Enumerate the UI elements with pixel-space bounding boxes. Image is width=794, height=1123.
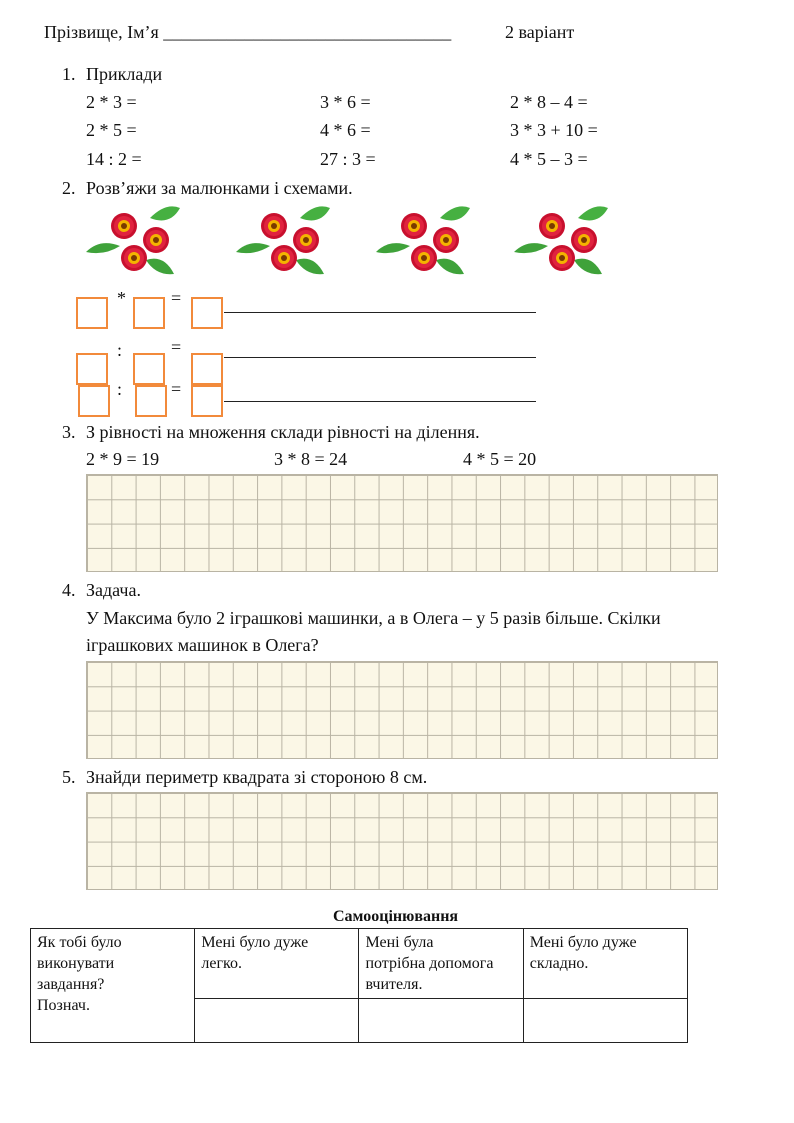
answer-box[interactable] (133, 353, 165, 385)
mark-cell-help[interactable] (359, 999, 523, 1043)
option-easy: Мені було дуже легко. (195, 929, 359, 999)
task1-number: 1. (62, 64, 76, 84)
operator: = (171, 337, 182, 357)
example: 2 * 8 – 4 = (510, 92, 588, 112)
option-help: Мені була потрібна допомога вчителя. (359, 929, 523, 999)
answer-box[interactable] (191, 353, 223, 385)
answer-box[interactable] (133, 297, 165, 329)
example: 27 : 3 = (320, 149, 376, 169)
operator: = (171, 379, 182, 399)
option-hard: Мені було дуже складно. (523, 929, 687, 999)
equation: 4 * 5 = 20 (463, 449, 537, 469)
task2-title: Розв’яжи за малюнками і схемами. (86, 178, 353, 198)
task1-title: Приклади (86, 64, 163, 84)
variant-label: 2 варіант (505, 22, 575, 42)
example: 4 * 5 – 3 = (510, 149, 588, 169)
task4-number: 4. (62, 580, 76, 600)
task5-number: 5. (62, 767, 76, 787)
mark-cell-hard[interactable] (523, 999, 687, 1043)
answer-box[interactable] (78, 385, 110, 417)
answer-box[interactable] (191, 297, 223, 329)
equation: 3 * 8 = 24 (274, 449, 348, 469)
self-assessment-table (30, 928, 688, 1043)
answer-box[interactable] (76, 353, 108, 385)
question-cell: Як тобі було виконувати завдання? Познач. (31, 929, 195, 1043)
answer-box[interactable] (191, 385, 223, 417)
example: 3 * 6 = (320, 92, 371, 112)
flower-bouquet-image (370, 202, 474, 280)
answer-grid[interactable] (86, 661, 718, 759)
task4-title: Задача. (86, 580, 141, 600)
name-label[interactable]: Прізвище, Ім’я ________________________________ (44, 22, 452, 42)
task4-text: іграшкових машинок в Олега? (86, 635, 319, 655)
answer-box[interactable] (135, 385, 167, 417)
task4-text: У Максима було 2 іграшкові машинки, а в Олега – у 5 разів більше. Скілки (86, 608, 661, 628)
answer-line[interactable] (224, 312, 536, 313)
answer-line[interactable] (224, 357, 536, 358)
answer-line[interactable] (224, 401, 536, 402)
operator: = (171, 288, 182, 308)
mark-cell-easy[interactable] (195, 999, 359, 1043)
operator: : (117, 379, 123, 399)
example: 2 * 5 = (86, 120, 137, 140)
flower-bouquet-image (508, 202, 612, 280)
task5-title: Знайди периметр квадрата зі стороною 8 см. (86, 767, 428, 787)
answer-grid[interactable] (86, 474, 718, 572)
answer-box[interactable] (76, 297, 108, 329)
example: 3 * 3 + 10 = (510, 120, 598, 140)
flower-bouquet-image (80, 202, 184, 280)
task2-number: 2. (62, 178, 76, 198)
operator: : (117, 340, 123, 360)
operator: * (117, 288, 126, 308)
example: 2 * 3 = (86, 92, 137, 112)
flower-bouquet-image (230, 202, 334, 280)
self-assessment-title: Самооцінювання (333, 908, 459, 925)
task3-number: 3. (62, 422, 76, 442)
example: 14 : 2 = (86, 149, 142, 169)
example: 4 * 6 = (320, 120, 371, 140)
equation: 2 * 9 = 19 (86, 449, 160, 469)
answer-grid[interactable] (86, 792, 718, 890)
task3-title: З рівності на множення склади рівності на ділення. (86, 422, 480, 442)
